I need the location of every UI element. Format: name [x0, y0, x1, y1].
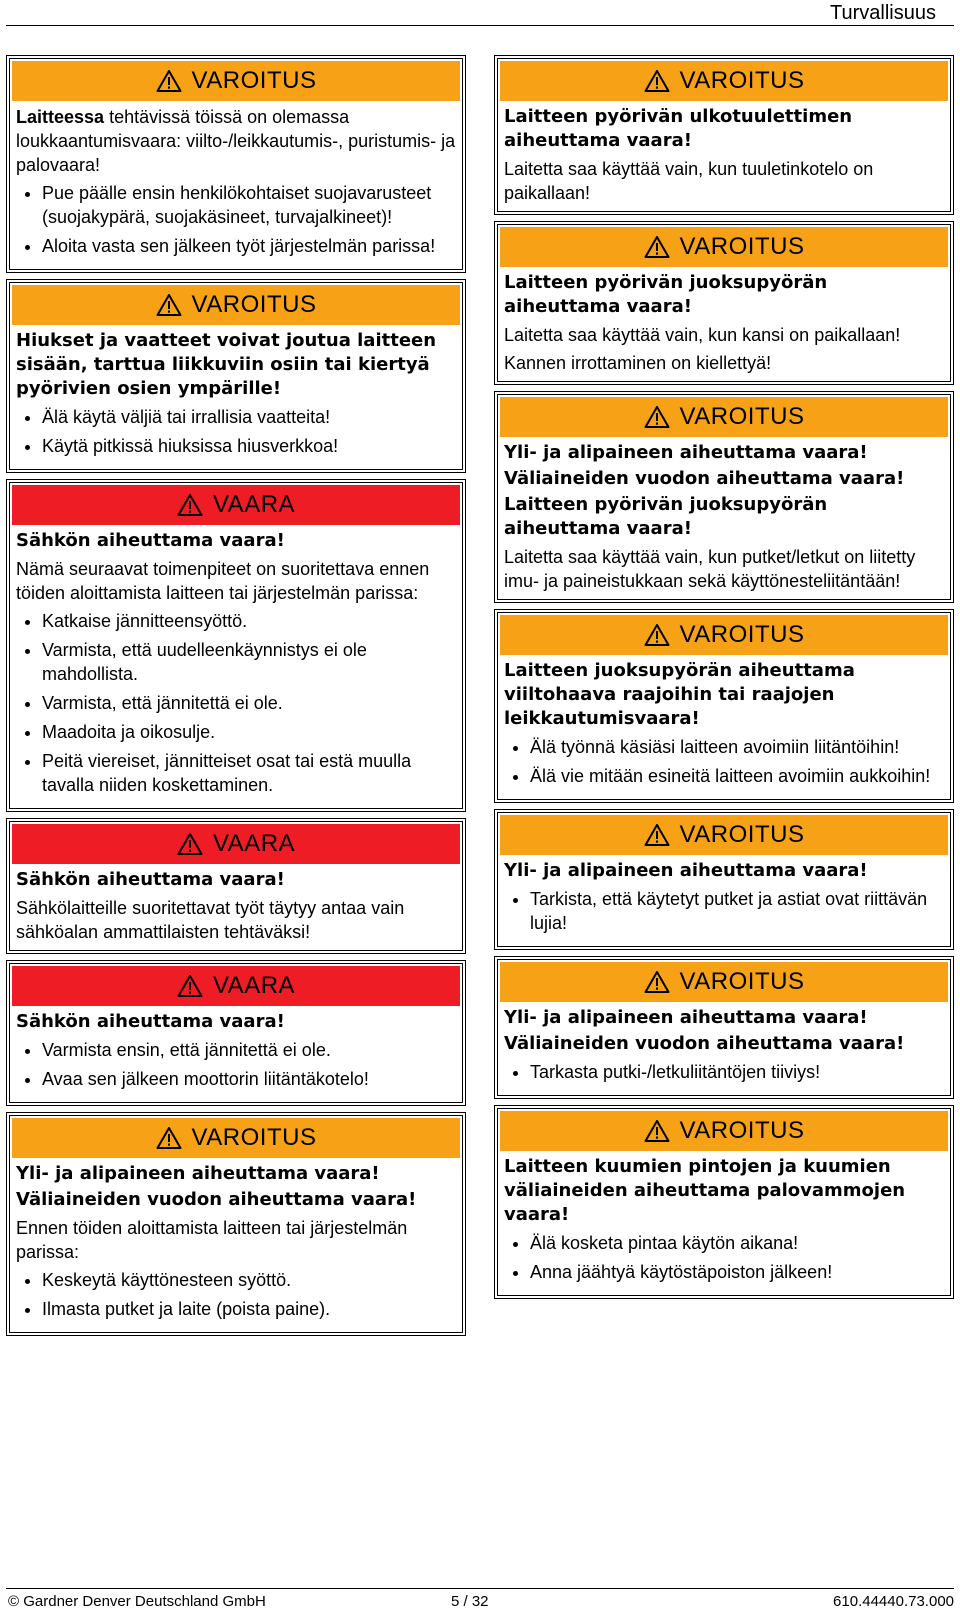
warning-notice — [497, 394, 951, 600]
danger-band — [12, 966, 460, 1006]
hazard-statement: Laitteen pyörivän ulkotuulettimen aiheuttama vaara! — [504, 106, 853, 151]
notice-intro — [10, 105, 462, 177]
hazard-statement: Sähkön aiheuttama vaara! — [16, 1011, 285, 1032]
footer-doc-number: 610.44440.73.000 — [833, 1593, 954, 1610]
hazard-statement: Laitteen pyörivän juoksupyörän aiheuttama vaara! — [504, 272, 828, 317]
hazard-statement: Väliaineiden vuodon aiheuttama vaara! — [504, 468, 905, 489]
warning-band — [12, 1118, 460, 1158]
notice-label: VAROITUS — [191, 1124, 317, 1151]
warning-triangle-icon — [644, 623, 670, 647]
notice-text: Nämä seuraavat toimenpiteet on suoritettava ennen töiden aloittamista laitteen tai järjestelmän parissa: — [16, 559, 430, 603]
warning-triangle-icon — [644, 235, 670, 259]
instruction-item: • Ilmasta putket ja laite (poista paine). — [42, 1297, 456, 1321]
warning-triangle-icon — [177, 974, 203, 998]
instruction-list — [10, 181, 462, 258]
instruction-item: • Maadoita ja oikosulje. — [42, 720, 456, 744]
notice-text: Kannen irrottaminen on kiellettyä! — [504, 353, 772, 373]
instruction-item: • Avaa sen jälkeen moottorin liitäntäkotelo! — [42, 1067, 456, 1091]
section-title: Turvallisuus — [830, 2, 936, 24]
notice-intro-text: tehtävissä töissä on olemassa loukkaantumisvaara: viilto-/leikkautumis-, puristumis- ja palovaara! — [16, 107, 456, 175]
warning-notice — [9, 282, 463, 470]
instruction-item: • Pue päälle ensin henkilökohtaiset suojavarusteet (suojakypärä, suojakäsineet, turvajalkineet)! — [42, 181, 456, 229]
notice-label: VAROITUS — [679, 621, 805, 648]
warning-notice — [9, 1115, 463, 1333]
warning-triangle-icon — [156, 293, 182, 317]
instruction-list — [10, 1268, 462, 1321]
hazard-statement: Yli- ja alipaineen aiheuttama vaara! — [504, 442, 868, 463]
instruction-list — [10, 1038, 462, 1091]
warning-notice — [9, 58, 463, 270]
warning-notice — [497, 812, 951, 947]
notice-intro-bold: Laitteessa — [16, 107, 105, 127]
warning-triangle-icon — [177, 832, 203, 856]
warning-band — [500, 61, 948, 101]
warning-band — [500, 815, 948, 855]
danger-band — [12, 824, 460, 864]
warning-notice — [497, 224, 951, 382]
notice-label: VAROITUS — [191, 67, 317, 94]
warning-triangle-icon — [177, 493, 203, 517]
notice-text: Laitetta saa käyttää vain, kun tuuletinkotelo on paikallaan! — [504, 159, 874, 203]
notice-label: VAARA — [212, 972, 296, 999]
notice-text: Sähkölaitteille suoritettavat työt täytyy antaa vain sähköalan ammattilaisten tehtäväksi! — [16, 898, 405, 942]
hazard-statement: Hiukset ja vaatteet voivat joutua laitteen sisään, tarttua liikkuviin osiin tai kiertyä pyörivien osien ympärille! — [16, 330, 437, 399]
notice-label: VAARA — [212, 830, 296, 857]
danger-notice — [9, 482, 463, 809]
instruction-item: • Anna jäähtyä käytöstäpoiston jälkeen! — [530, 1260, 944, 1284]
warning-notice — [497, 58, 951, 212]
warning-triangle-icon — [644, 1119, 670, 1143]
hazard-statement: Laitteen kuumien pintojen ja kuumien väliaineiden aiheuttama palovammojen vaara! — [504, 1156, 906, 1225]
instruction-item: • Käytä pitkissä hiuksissa hiusverkkoa! — [42, 434, 456, 458]
instruction-item: • Varmista ensin, että jännitettä ei ole. — [42, 1038, 456, 1062]
warning-band — [500, 615, 948, 655]
instruction-item: • Varmista, että uudelleenkäynnistys ei ole mahdollista. — [42, 638, 456, 686]
warning-notice — [497, 612, 951, 800]
warning-band — [500, 397, 948, 437]
hazard-statement: Väliaineiden vuodon aiheuttama vaara! — [16, 1189, 417, 1210]
notice-label: VAROITUS — [679, 1117, 805, 1144]
instruction-list — [10, 405, 462, 458]
danger-notice — [9, 821, 463, 951]
warning-band — [500, 227, 948, 267]
page-footer — [6, 1588, 954, 1611]
danger-notice — [9, 963, 463, 1103]
notice-label: VAROITUS — [679, 67, 805, 94]
instruction-item: • Älä käytä väljiä tai irrallisia vaatteita! — [42, 405, 456, 429]
instruction-item: • Peitä viereiset, jännitteiset osat tai estä muulla tavalla niiden koskettaminen. — [42, 749, 456, 797]
notice-text: Laitetta saa käyttää vain, kun kansi on paikallaan! — [504, 325, 901, 345]
left-column — [6, 58, 466, 1345]
notice-text: Ennen töiden aloittamista laitteen tai järjestelmän parissa: — [16, 1218, 408, 1262]
hazard-statement: Sähkön aiheuttama vaara! — [16, 869, 285, 890]
warning-band — [500, 962, 948, 1002]
notice-label: VAROITUS — [191, 291, 317, 318]
warning-band — [12, 285, 460, 325]
right-column — [494, 58, 954, 1308]
hazard-statement: Laitteen juoksupyörän aiheuttama viiltohaava raajoihin tai raajojen leikkautumisvaara! — [504, 660, 855, 729]
footer-page-number: 5 / 32 — [451, 1593, 489, 1610]
warning-triangle-icon — [644, 970, 670, 994]
instruction-item: • Keskeytä käyttönesteen syöttö. — [42, 1268, 456, 1292]
hazard-statement: Väliaineiden vuodon aiheuttama vaara! — [504, 1033, 905, 1054]
warning-notice — [497, 959, 951, 1096]
instruction-item: • Varmista, että jännitettä ei ole. — [42, 691, 456, 715]
instruction-item: • Älä kosketa pintaa käytön aikana! — [530, 1231, 944, 1255]
hazard-statement: Laitteen pyörivän juoksupyörän aiheuttama vaara! — [504, 494, 828, 539]
warning-band — [12, 61, 460, 101]
instruction-item: • Tarkasta putki-/letkuliitäntöjen tiiviys! — [530, 1060, 944, 1084]
hazard-statement: Yli- ja alipaineen aiheuttama vaara! — [16, 1163, 380, 1184]
notice-label: VAROITUS — [679, 403, 805, 430]
instruction-item: • Älä työnnä käsiäsi laitteen avoimiin liitäntöihin! — [530, 735, 944, 759]
warning-notice — [497, 1108, 951, 1296]
instruction-item: • Tarkista, että käytetyt putket ja astiat ovat riittävän lujia! — [530, 887, 944, 935]
warning-triangle-icon — [644, 405, 670, 429]
instruction-list — [498, 1060, 950, 1084]
instruction-list — [498, 1231, 950, 1284]
hazard-statement: Yli- ja alipaineen aiheuttama vaara! — [504, 860, 868, 881]
warning-triangle-icon — [644, 823, 670, 847]
instruction-list — [498, 735, 950, 788]
notice-label: VAARA — [212, 491, 296, 518]
warning-band — [500, 1111, 948, 1151]
instruction-item: • Aloita vasta sen jälkeen työt järjestelmän parissa! — [42, 234, 456, 258]
footer-copyright: © Gardner Denver Deutschland GmbH — [8, 1593, 266, 1610]
instruction-item: • Älä vie mitään esineitä laitteen avoimiin aukkoihin! — [530, 764, 944, 788]
notice-label: VAROITUS — [679, 233, 805, 260]
hazard-statement: Sähkön aiheuttama vaara! — [16, 530, 285, 551]
warning-triangle-icon — [156, 1126, 182, 1150]
header-rule — [6, 25, 954, 26]
notice-label: VAROITUS — [679, 821, 805, 848]
hazard-statement: Yli- ja alipaineen aiheuttama vaara! — [504, 1007, 868, 1028]
notice-text: Laitetta saa käyttää vain, kun putket/letkut on liitetty imu- ja paineistukkaan sekä käyttönesteliitäntään! — [504, 547, 916, 591]
instruction-item: • Katkaise jännitteensyöttö. — [42, 609, 456, 633]
warning-triangle-icon — [644, 69, 670, 93]
warning-triangle-icon — [156, 69, 182, 93]
danger-band — [12, 485, 460, 525]
instruction-list — [498, 887, 950, 935]
notice-label: VAROITUS — [679, 968, 805, 995]
instruction-list — [10, 609, 462, 797]
